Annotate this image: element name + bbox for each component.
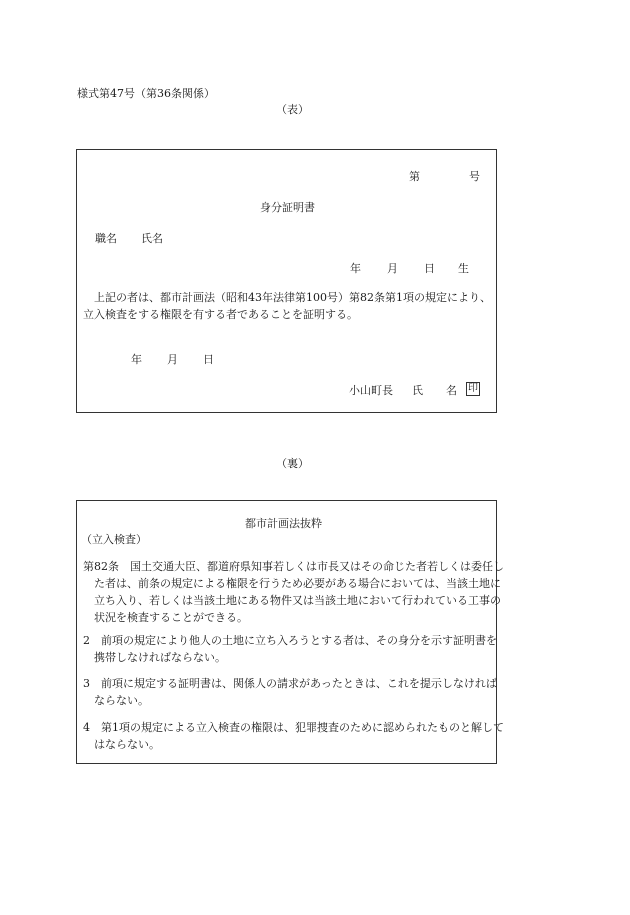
paragraph-3: 3 前項に規定する証明書は、関係人の請求があったときは、これを提示しなければならない。 — [83, 677, 497, 707]
front-side-label: （表） — [276, 103, 309, 116]
birth-day-label: 日 — [424, 262, 435, 275]
job-title-label: 職名 — [95, 232, 117, 245]
back-side-label: （裏） — [276, 457, 309, 470]
birth-year-label: 年 — [350, 262, 361, 275]
certificate-number-prefix: 第 — [409, 170, 420, 183]
id-certificate-back — [76, 500, 504, 764]
birth-month-label: 月 — [387, 262, 398, 275]
certification-statement: 上記の者は、都市計画法（昭和43年法律第100号）第82条第1項の規定により、立入検査をする権限を有する者であることを証明する。 — [83, 291, 491, 321]
seal-icon: 印 — [468, 383, 478, 394]
issuer-office: 小山町長 — [349, 384, 393, 397]
issuer-name-mei: 名 — [446, 384, 457, 397]
form-number-label: 様式第47号（第36条関係） — [77, 87, 215, 100]
paragraph-2: 2 前項の規定により他人の土地に立ち入ろうとする者は、その身分を示す証明書を携帯しなければならない。 — [83, 634, 497, 664]
id-certificate-front — [76, 149, 497, 413]
certificate-title: 身分証明書 — [260, 201, 315, 214]
issue-day-label: 日 — [203, 353, 214, 366]
section-heading: （立入検査） — [81, 533, 147, 546]
paragraph-4: 4 第1項の規定による立入検査の権限は、犯罪捜査のために認められたものと解してはならない。 — [83, 721, 504, 751]
seal-mark — [462, 381, 480, 396]
issue-month-label: 月 — [167, 353, 178, 366]
birth-born-label: 生 — [458, 262, 469, 275]
law-excerpt-title: 都市計画法抜粋 — [245, 517, 322, 530]
name-label: 氏名 — [141, 232, 163, 245]
issuer-name-shi: 氏 — [412, 384, 423, 397]
article-82-text: 第82条 国土交通大臣、都道府県知事若しくは市長又はその命じた者若しくは委任した者は、前条の規定による権限を行うため必要がある場合においては、当該土地に立ち入り、若しくは当該土地にある物件又は当該土地において行われている工事の状況を検査することができる。 — [83, 560, 504, 624]
certificate-number-suffix: 号 — [469, 170, 480, 183]
issue-year-label: 年 — [131, 353, 142, 366]
